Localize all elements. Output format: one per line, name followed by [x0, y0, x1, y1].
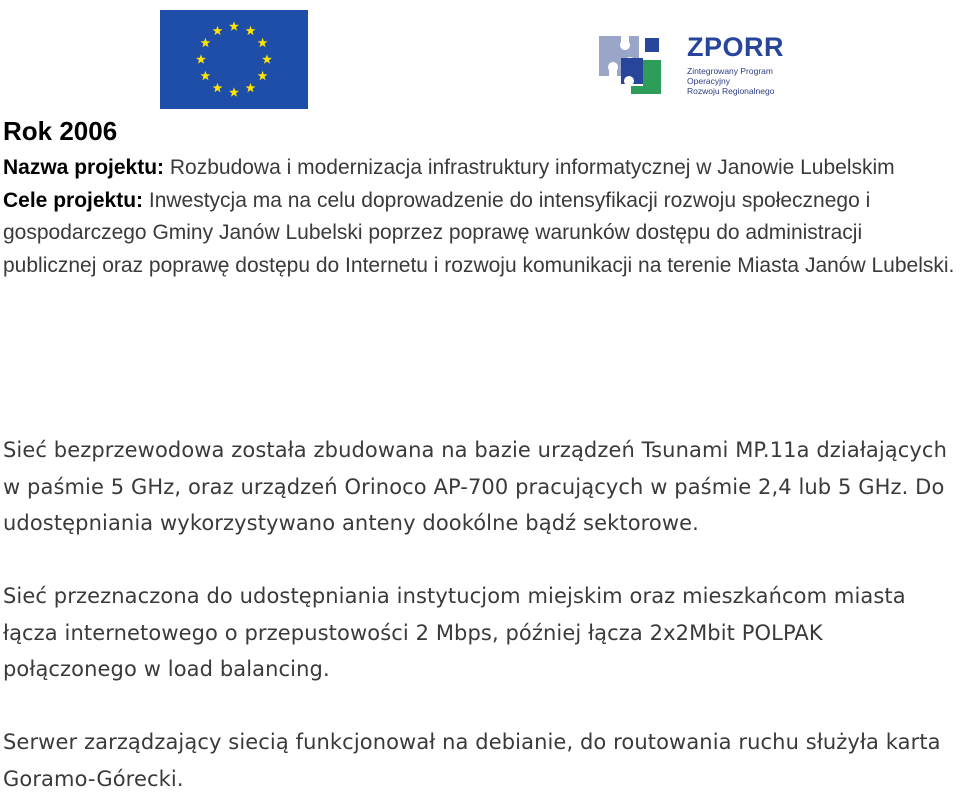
project-name-value: Rozbudowa i modernizacja infrastruktury informatycznej w Janowie Lubelskim: [164, 156, 895, 179]
eu-flag-icon: [160, 10, 308, 109]
zporr-subtitle-line: Rozwoju Regionalnego: [687, 86, 775, 96]
paragraph-server: Serwer zarządzający siecią funkcjonował na debianie, do routowania ruchu służyła karta Goramo-Górecki.: [3, 730, 941, 791]
paragraph-network-purpose: Sieć przeznaczona do udostępniania instytucjom miejskim oraz mieszkańcom miasta łącza internetowego o przepustowości 2 Mbps, później łącza 2x2Mbit POLPAK połączonego w load balancing.: [3, 584, 906, 681]
project-intro: [3, 152, 958, 282]
zporr-subtitle: [687, 66, 787, 96]
zporr-logo: [595, 30, 785, 108]
puzzle-logo-icon: [595, 30, 667, 102]
paragraph-wireless-network: Sieć bezprzewodowa została zbudowana na bazie urządzeń Tsunami MP.11a działających w paśmie 5 GHz, oraz urządzeń Orinoco AP-700 pracujących w paśmie 2,4 lub 5 GHz. Do udostępniania wykorzystywano anteny dookólne bądź sektorowe.: [3, 438, 947, 535]
project-goals-label: Cele projektu:: [3, 188, 144, 212]
zporr-title: ZPORR: [687, 32, 784, 62]
zporr-subtitle-line: Zintegrowany Program: [687, 66, 773, 76]
zporr-subtitle-line: Operacyjny: [687, 76, 730, 86]
year-heading: Rok 2006: [3, 116, 118, 146]
project-goals-value: Inwestycja ma na celu doprowadzenie do intensyfikacji rozwoju społecznego i gospodarczego Gminy Janów Lubelski poprzez poprawę warunków dostępu do administracji publicznej oraz poprawę dostępu do Internetu i rozwoju komunikacji na terenie Miasta Janów Lubelski.: [3, 188, 955, 277]
project-name-label: Nazwa projektu:: [3, 156, 165, 179]
